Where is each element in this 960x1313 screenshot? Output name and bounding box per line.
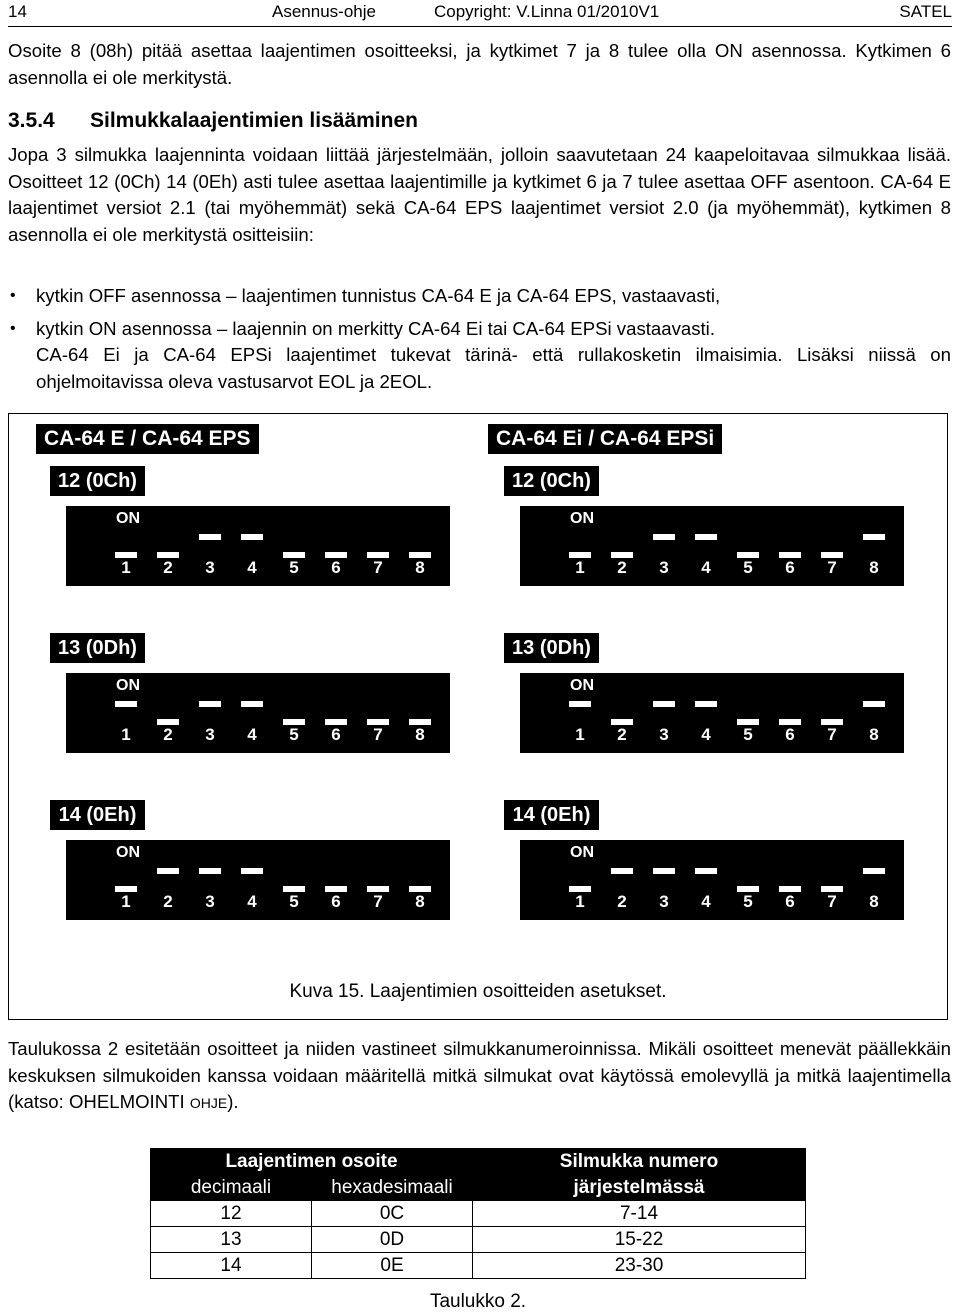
paragraph-end: ). bbox=[227, 1091, 239, 1112]
switch-number: 1 bbox=[575, 725, 585, 744]
intro-paragraph: Osoite 8 (08h) pitää asettaa laajentimen osoitteeksi, ja kytkimet 7 ja 8 tulee olla ON asennossa. Kytkimen 6 asennolla ei ole merkitystä. bbox=[8, 40, 951, 88]
dip-switch-3 bbox=[199, 868, 221, 874]
switch-number: 3 bbox=[205, 558, 215, 577]
bullet-item bbox=[8, 316, 951, 396]
switch-number: 3 bbox=[205, 892, 215, 911]
switch-number: 8 bbox=[415, 558, 425, 577]
header-hex: hexadesimaali bbox=[312, 1175, 473, 1201]
dip-switch-3 bbox=[199, 701, 221, 707]
switch-number: 4 bbox=[247, 558, 257, 577]
switch-number: 4 bbox=[247, 892, 257, 911]
section-heading bbox=[8, 108, 418, 134]
cell-loops: 23-30 bbox=[473, 1253, 806, 1279]
paragraph-small: OHJE bbox=[189, 1095, 228, 1111]
on-label: ON bbox=[570, 510, 594, 527]
switch-number: 5 bbox=[743, 558, 753, 577]
switch-number: 8 bbox=[415, 892, 425, 911]
address-label: 12 (0Ch) bbox=[504, 466, 599, 496]
page-number: 14 bbox=[8, 2, 27, 21]
header-loop-1: Silmukka numero bbox=[473, 1149, 806, 1175]
dip-switch-2 bbox=[157, 868, 179, 874]
copyright: Copyright: V.Linna 01/2010V1 bbox=[434, 2, 660, 21]
figure-caption: Kuva 15. Laajentimien osoitteiden asetukset. bbox=[289, 981, 667, 1002]
on-label: ON bbox=[570, 844, 594, 861]
header-loop-2: järjestelmässä bbox=[473, 1175, 806, 1201]
cell-dec: 13 bbox=[151, 1227, 312, 1253]
switch-number: 2 bbox=[163, 558, 173, 577]
switch-number: 7 bbox=[827, 892, 837, 911]
dip-switch-block bbox=[520, 506, 904, 586]
section-number: 3.5.4 bbox=[8, 109, 55, 132]
table-row bbox=[151, 1227, 806, 1253]
cell-loops: 15-22 bbox=[473, 1227, 806, 1253]
column-title-ei: CA-64 Ei / CA-64 EPSi bbox=[488, 424, 722, 454]
dip-switch-block bbox=[66, 506, 450, 586]
brand: SATEL bbox=[899, 2, 952, 21]
switch-number: 7 bbox=[373, 558, 383, 577]
paragraph-table-intro bbox=[8, 1036, 951, 1117]
switch-number: 1 bbox=[121, 725, 131, 744]
on-label: ON bbox=[570, 677, 594, 694]
switch-number: 3 bbox=[659, 558, 669, 577]
switch-number: 1 bbox=[121, 558, 131, 577]
address-label: 12 (0Ch) bbox=[50, 466, 145, 496]
dip-switch-block bbox=[66, 840, 450, 920]
header-dec: decimaali bbox=[151, 1175, 312, 1201]
switch-number: 8 bbox=[869, 558, 879, 577]
switch-number: 4 bbox=[701, 558, 711, 577]
dip-switch-4 bbox=[695, 701, 717, 707]
bullet-item: • kytkin OFF asennossa – laajentimen tunnistus CA-64 E ja CA-64 EPS, vastaavasti, bbox=[8, 283, 951, 310]
switch-number: 7 bbox=[827, 558, 837, 577]
switch-number: 5 bbox=[289, 892, 299, 911]
switch-number: 6 bbox=[785, 558, 795, 577]
doc-name: Asennus-ohje bbox=[272, 2, 376, 21]
address-label: 14 (0Eh) bbox=[50, 800, 145, 830]
switch-number: 6 bbox=[331, 725, 341, 744]
dip-switch-3 bbox=[653, 868, 675, 874]
address-label: 14 (0Eh) bbox=[504, 800, 599, 830]
switch-number: 8 bbox=[869, 725, 879, 744]
switch-number: 8 bbox=[415, 725, 425, 744]
switch-number: 4 bbox=[701, 892, 711, 911]
dip-switch-4 bbox=[241, 868, 263, 874]
address-label: 13 (0Dh) bbox=[50, 633, 145, 663]
page-header bbox=[8, 0, 952, 24]
switch-number: 2 bbox=[163, 725, 173, 744]
section-body: Jopa 3 silmukka laajenninta voidaan liittää järjestelmään, jolloin saavutetaan 24 kaapeloitavaa silmukkaa lisää. Osoitteet 12 (0Ch) 14 (0Eh) asti tulee asettaa laajentimille ja kytkimet 6 ja 7 tulee asettaa OFF asentoon. CA-64 E laajentimet versiot 2.1 (tai myöhemmät) sekä CA-64 EPS laajentimet versiot 2.0 (ja myöhemmät), kytkimen 8 asennolla ei ole merkitystä ositteisiin: bbox=[8, 144, 951, 245]
cell-loops: 7-14 bbox=[473, 1201, 806, 1227]
switch-number: 7 bbox=[373, 725, 383, 744]
header-address: Laajentimen osoite bbox=[151, 1149, 473, 1175]
dip-switch-4 bbox=[695, 868, 717, 874]
bullet-list bbox=[8, 283, 951, 401]
cell-hex: 0D bbox=[312, 1227, 473, 1253]
switch-number: 1 bbox=[575, 558, 585, 577]
dip-switch-1 bbox=[569, 701, 591, 707]
cell-dec: 14 bbox=[151, 1253, 312, 1279]
dip-switch-block bbox=[66, 673, 450, 753]
switch-number: 5 bbox=[743, 725, 753, 744]
cell-hex: 0E bbox=[312, 1253, 473, 1279]
dip-switch-1 bbox=[115, 701, 137, 707]
dip-switch-8 bbox=[863, 534, 885, 540]
switch-number: 4 bbox=[247, 725, 257, 744]
cell-dec: 12 bbox=[151, 1201, 312, 1227]
switch-number: 6 bbox=[331, 558, 341, 577]
cell-hex: 0C bbox=[312, 1201, 473, 1227]
switch-number: 4 bbox=[701, 725, 711, 744]
switch-number: 5 bbox=[289, 558, 299, 577]
table-caption: Taulukko 2. bbox=[429, 1291, 527, 1312]
switch-number: 3 bbox=[659, 725, 669, 744]
on-label: ON bbox=[116, 844, 140, 861]
header-divider bbox=[8, 26, 952, 27]
switch-number: 1 bbox=[575, 892, 585, 911]
dip-switch-2 bbox=[611, 868, 633, 874]
switch-number: 6 bbox=[331, 892, 341, 911]
switch-number: 6 bbox=[785, 725, 795, 744]
switch-number: 5 bbox=[289, 725, 299, 744]
dip-switch-3 bbox=[199, 534, 221, 540]
dip-switch-4 bbox=[695, 534, 717, 540]
switch-number: 6 bbox=[785, 892, 795, 911]
dip-switch-4 bbox=[241, 701, 263, 707]
table-row bbox=[151, 1253, 806, 1279]
section-title: Silmukkalaajentimien lisääminen bbox=[90, 109, 418, 132]
switch-number: 2 bbox=[617, 725, 627, 744]
switch-number: 5 bbox=[743, 892, 753, 911]
switch-number: 1 bbox=[121, 892, 131, 911]
dip-switch-block bbox=[520, 673, 904, 753]
switch-number: 8 bbox=[869, 892, 879, 911]
switch-number: 7 bbox=[827, 725, 837, 744]
dip-switch-4 bbox=[241, 534, 263, 540]
table-row bbox=[151, 1201, 806, 1227]
dip-switch-block bbox=[520, 840, 904, 920]
switch-number: 3 bbox=[659, 892, 669, 911]
column-title-e: CA-64 E / CA-64 EPS bbox=[36, 424, 259, 454]
switch-number: 2 bbox=[163, 892, 173, 911]
address-table bbox=[150, 1148, 806, 1279]
dip-switch-8 bbox=[863, 868, 885, 874]
on-label: ON bbox=[116, 510, 140, 527]
bullet-extra: CA-64 Ei ja CA-64 EPSi laajentimet tukevat tärinä- että rullakosketin ilmaisimia. Lisäksi niissä on ohjelmoitavissa oleva vastusarvot EOL ja 2EOL. bbox=[36, 344, 951, 392]
address-label: 13 (0Dh) bbox=[504, 633, 599, 663]
switch-number: 2 bbox=[617, 892, 627, 911]
paragraph-text: Taulukossa 2 esitetään osoitteet ja niiden vastineet silmukkanumeroinnissa. Mikäli osoitteet menevät päällekkäin keskuksen silmukoiden kanssa voidaan määritellä mitkä silmukat ovat käytössä emolevyllä ja mitkä laajentimella (katso: OHELMOINTI bbox=[8, 1038, 951, 1112]
switch-number: 7 bbox=[373, 892, 383, 911]
dip-switch-3 bbox=[653, 701, 675, 707]
dip-switch-8 bbox=[863, 701, 885, 707]
switch-number: 3 bbox=[205, 725, 215, 744]
on-label: ON bbox=[116, 677, 140, 694]
bullet-text: • kytkin ON asennossa – laajennin on merkitty CA-64 Ei tai CA-64 EPSi vastaavasti. bbox=[36, 317, 715, 339]
switch-number: 2 bbox=[617, 558, 627, 577]
dip-switch-3 bbox=[653, 534, 675, 540]
